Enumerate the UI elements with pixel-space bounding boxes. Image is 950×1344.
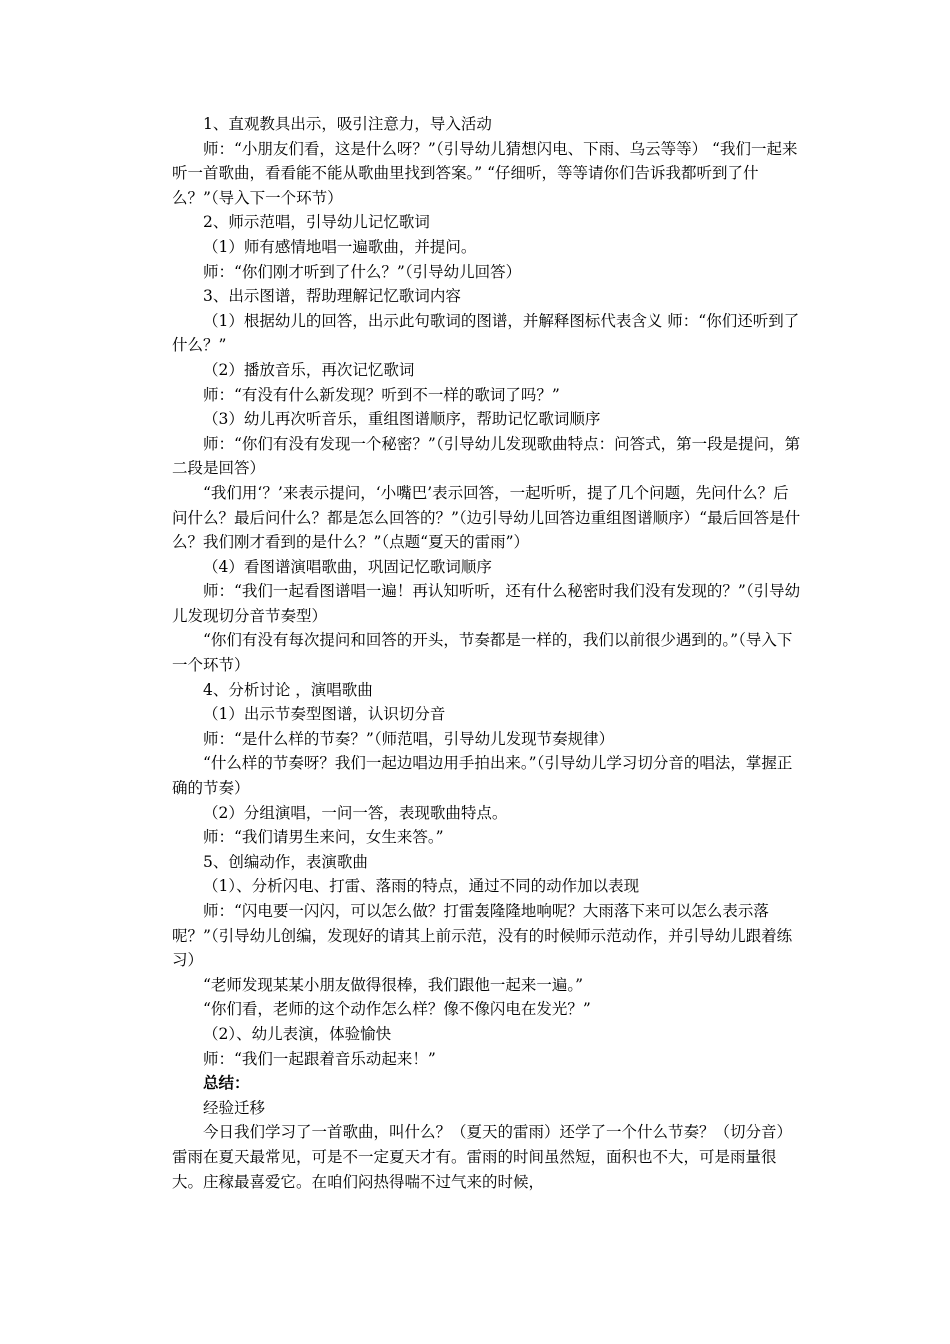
paragraph: “我们用‘？’来表示提问，‘小嘴巴’表示回答，一起听听，提了几个问题，先问什么？后问什么？最后问什么？都是怎么回答的？”（边引导幼儿回答边重组图谱顺序）“最后回答是什么？我们刚才看到的是什么？”（点题“夏天的雷雨”） bbox=[172, 483, 801, 552]
paragraph: （1）出示节奏型图谱，认识切分音 bbox=[203, 705, 446, 724]
document-body bbox=[172, 112, 802, 1194]
paragraph: （4）看图谱演唱歌曲，巩固记忆歌词顺序 bbox=[203, 557, 492, 576]
paragraph: 2、师示范唱，引导幼儿记忆歌词 bbox=[203, 213, 430, 232]
paragraph: “你们有没有每次提问和回答的开头，节奏都是一样的，我们以前很少遇到的。”（导入下一个环节） bbox=[172, 631, 793, 675]
paragraph: 师：“有没有什么新发现？听到不一样的歌词了吗？” bbox=[203, 385, 560, 404]
paragraph: （1）根据幼儿的回答，出示此句歌词的图谱，并解释图标代表含义 师：“你们还听到了什么？” bbox=[172, 311, 800, 355]
paragraph: 经验迁移 bbox=[203, 1098, 266, 1117]
paragraph: “什么样的节奏呀？我们一起边唱边用手拍出来。”（引导幼儿学习切分音的唱法，掌握正确的节奏） bbox=[172, 754, 793, 798]
paragraph: （1）、分析闪电、打雷、落雨的特点，通过不同的动作加以表现 bbox=[203, 877, 640, 896]
paragraph: 师：“你们刚才听到了什么？”（引导幼儿回答） bbox=[203, 262, 522, 281]
paragraph: （2）播放音乐，再次记忆歌词 bbox=[203, 360, 415, 379]
paragraph: 今日我们学习了一首歌曲，叫什么？（夏天的雷雨）还学了一个什么节奏？（切分音）雷雨在夏天最常见，可是不一定夏天才有。雷雨的时间虽然短，面积也不大，可是雨量很大。庄稼最喜爱它。在咱们闷热得喘不过气来的时候， bbox=[172, 1123, 793, 1191]
paragraph: “老师发现某某小朋友做得很棒，我们跟他一起来一遍。” bbox=[203, 975, 584, 994]
paragraph: （2）分组演唱，一问一答，表现歌曲特点。 bbox=[203, 803, 508, 822]
paragraph: 师：“是什么样的节奏？”（师范唱，引导幼儿发现节奏规律） bbox=[203, 729, 615, 748]
paragraph: （3）幼儿再次听音乐，重组图谱顺序，帮助记忆歌词顺序 bbox=[203, 410, 601, 429]
paragraph: 师：“小朋友们看，这是什么呀？”（引导幼儿猜想闪电、下雨、乌云等等） “我们一起来听一首歌曲，看看能不能从歌曲里找到答案。” “仔细听，等等请你们告诉我都听到了什么？”（导入下一个环节） bbox=[172, 139, 798, 207]
paragraph: “你们看，老师的这个动作怎么样？像不像闪电在发光？” bbox=[203, 1000, 591, 1019]
paragraph: （2）、幼儿表演，体验愉快 bbox=[203, 1024, 392, 1043]
paragraph: （1）师有感情地唱一遍歌曲，并提问。 bbox=[203, 237, 477, 256]
paragraph: 4、分析讨论 ，演唱歌曲 bbox=[203, 680, 373, 699]
paragraph: 师：“我们一起跟着音乐动起来！” bbox=[203, 1049, 436, 1068]
paragraph: 5、创编动作，表演歌曲 bbox=[203, 852, 368, 871]
paragraph: 师：“你们有没有发现一个秘密？”（引导幼儿发现歌曲特点：问答式，第一段是提问，第二段是回答） bbox=[172, 434, 801, 478]
paragraph: 1、直观教具出示，吸引注意力，导入活动 bbox=[203, 115, 492, 133]
paragraph: 3、出示图谱，帮助理解记忆歌词内容 bbox=[203, 287, 461, 306]
section-heading: 总结： bbox=[203, 1073, 250, 1093]
paragraph: 师：“闪电要一闪闪，可以怎么做？打雷轰隆隆地响呢？大雨落下来可以怎么表示落呢？”（引导幼儿创编，发现好的请其上前示范，没有的时候师示范动作，并引导幼儿跟着练习） bbox=[172, 902, 793, 970]
paragraph: 师：“我们请男生来问，女生来答。” bbox=[203, 828, 444, 847]
paragraph: 师：“我们一起看图谱唱一遍！再认知听听，还有什么秘密时我们没有发现的？”（引导幼儿发现切分音节奏型） bbox=[172, 582, 801, 625]
